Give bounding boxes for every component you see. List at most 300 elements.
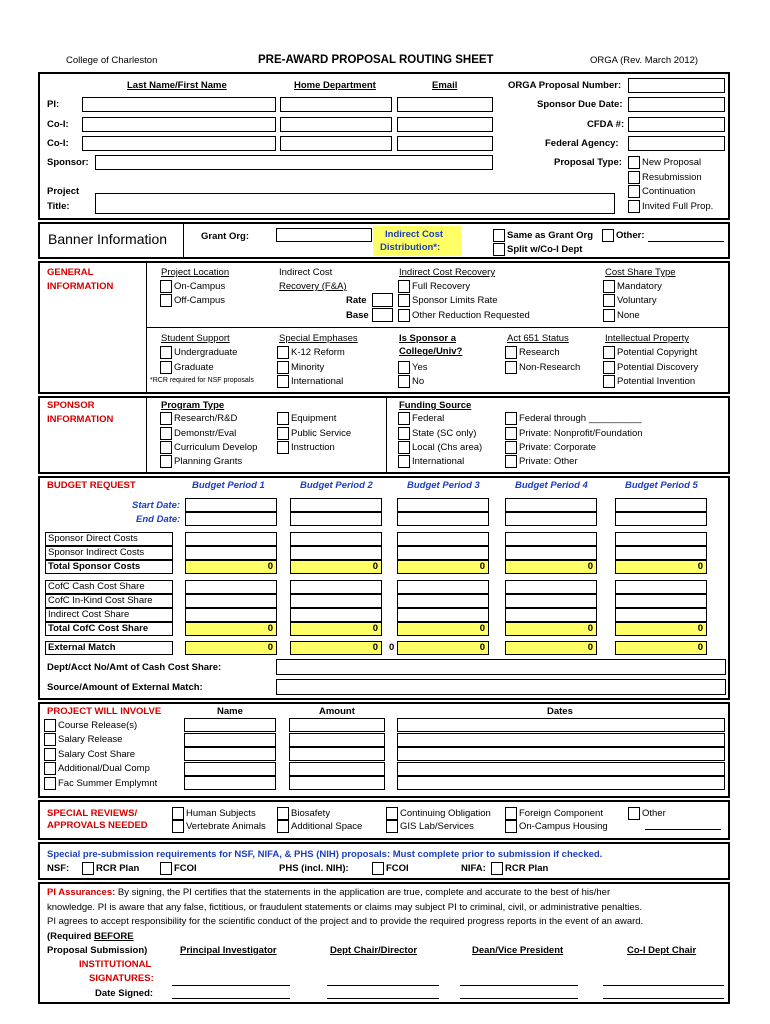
presub-title: Special pre-submission requirements for NSF, NIFA, & PHS (NIH) proposals: Must complete prior to submission if checked. [47,849,603,860]
ss-grad[interactable] [160,360,214,374]
option-label: International [291,375,344,387]
checkbox[interactable] [398,294,410,307]
checkbox[interactable] [160,361,172,374]
nifa-label: NIFA: [461,863,486,874]
sponsor-college-header-2: College/Univ? [399,346,463,357]
checkbox[interactable] [398,455,410,468]
checkbox[interactable] [277,807,289,820]
external-match-value: 0 [615,641,707,655]
involve-dates-field[interactable] [397,718,725,732]
base-field[interactable] [372,308,393,322]
ptype-new[interactable] [628,155,701,169]
total-cofc-value: 0 [615,622,707,636]
involve-amount-field[interactable] [289,776,385,790]
checkbox[interactable] [398,309,410,322]
checkbox[interactable] [82,862,94,875]
total-cofc-value: 0 [185,622,277,636]
checkbox[interactable] [398,361,410,374]
sponsor-direct-label: Sponsor Direct Costs [45,532,173,546]
sponsor-direct-field[interactable] [397,532,489,546]
fund-federal[interactable] [398,411,444,425]
indirect-share-field[interactable] [505,608,597,622]
student-support-header: Student Support [161,333,230,344]
end-date-field[interactable] [185,512,277,526]
budget-label: BUDGET REQUEST [47,480,136,491]
cs-mandatory[interactable] [603,279,662,293]
agency-field[interactable] [628,136,725,151]
option-label: Graduate [174,361,214,373]
agency-label: Federal Agency: [545,138,619,149]
review-human[interactable] [172,806,256,820]
option-label: Other [642,807,666,819]
option-label: Continuing Obligation [400,807,491,819]
checkbox[interactable] [160,412,172,425]
checkbox[interactable] [505,441,517,454]
fund-private-corp[interactable] [505,440,596,454]
cofc-cash-field[interactable] [397,580,489,594]
cs-none[interactable] [603,308,640,322]
option-label: None [617,309,640,321]
cofc-cash-field[interactable] [290,580,382,594]
option-label: Curriculum Develop [174,441,258,453]
ptype-label: New Proposal [642,156,702,168]
involve-name-field[interactable] [184,762,276,776]
involve-amount-field[interactable] [289,747,385,761]
option-label: Split w/Co-I Dept [507,243,583,255]
option-label: Undergraduate [174,346,238,358]
indirect-share-field[interactable] [615,608,707,622]
sponsor-direct-field[interactable] [290,532,382,546]
general-label-2: INFORMATION [47,281,114,292]
checkbox[interactable] [398,280,410,293]
icr-other[interactable] [398,308,530,322]
option-label: Local (Chs area) [412,441,483,453]
checkbox[interactable] [398,375,410,388]
option-label: Private: Corporate [519,441,597,453]
same-as-grant-org[interactable] [493,228,593,242]
checkbox[interactable] [44,719,56,732]
orga-number-field[interactable] [628,78,725,93]
prog-planning[interactable] [160,454,242,468]
option-label: On-Campus [174,280,226,292]
checkbox[interactable] [398,412,410,425]
checkbox[interactable] [160,294,172,307]
se-minority[interactable] [277,360,324,374]
coi2-email-field[interactable] [397,136,493,151]
review-other[interactable] [628,806,666,820]
checkbox[interactable] [505,455,517,468]
end-date-field[interactable] [505,512,597,526]
checkbox[interactable] [603,375,615,388]
total-cofc-label: Total CofC Cost Share [45,622,173,636]
checkbox[interactable] [277,346,289,359]
involve-item[interactable] [44,718,137,732]
source-field[interactable] [276,679,726,695]
cofc-cash-label: CofC Cash Cost Share [45,580,173,594]
required-label [47,931,134,942]
funding-source-header: Funding Source [399,400,472,411]
cfda-label: CFDA #: [587,119,625,130]
checkbox[interactable] [44,762,56,775]
checkbox[interactable] [277,375,289,388]
cs-voluntary[interactable] [603,293,657,307]
ss-undergrad[interactable] [160,345,237,359]
checkbox[interactable] [603,309,615,322]
ptype-resub[interactable] [628,170,702,184]
se-intl[interactable] [277,374,343,388]
indirect-share-field[interactable] [397,608,489,622]
option-label: Human Subjects [186,807,256,819]
sponsor-direct-field[interactable] [185,532,277,546]
prog-instruction[interactable] [277,440,335,454]
pi-name-field[interactable] [82,97,276,112]
fund-state[interactable] [398,426,476,440]
involve-amount-field[interactable] [289,733,385,747]
act-nonresearch[interactable] [505,360,580,374]
option-label: Yes [412,361,428,373]
sp-yes[interactable] [398,360,428,374]
review-continuing[interactable] [386,806,491,820]
option-label: Federal through __________ [519,412,642,424]
option-label: On-Campus Housing [519,820,608,832]
coi2-name-field[interactable] [82,136,276,151]
ip-copyright[interactable] [603,345,697,359]
total-cofc-value: 0 [290,622,382,636]
involve-name-field[interactable] [184,733,276,747]
date-chair-line[interactable] [327,998,439,999]
sponsor-indirect-field[interactable] [615,546,707,560]
start-date-field[interactable] [397,498,489,512]
involve-dates-field[interactable] [397,776,725,790]
checkbox[interactable] [160,441,172,454]
required-text: (Required [47,931,94,942]
checkbox[interactable] [44,748,56,761]
checkbox[interactable] [44,777,56,790]
involve-name-field[interactable] [184,747,276,761]
external-match-extra-zero: 0 [389,642,395,653]
rate-label: Rate [346,295,367,306]
checkbox[interactable] [398,427,410,440]
checkbox[interactable] [160,455,172,468]
checkbox[interactable] [628,185,640,198]
fund-intl[interactable] [398,454,464,468]
nsf-label: NSF: [47,863,70,874]
involve-amount-header: Amount [319,706,355,717]
grant-org-field[interactable] [276,228,372,242]
option-label: Minority [291,361,325,373]
budget-period-header: Budget Period 2 [300,480,373,491]
external-match-label: External Match [45,641,173,655]
option-label: International [412,455,465,467]
location-header: Project Location [161,267,230,278]
ptype-invited[interactable] [628,199,713,213]
option-label: Research/R&D [174,412,238,424]
act-research[interactable] [505,345,560,359]
due-date-field[interactable] [628,97,725,112]
indirect-share-field[interactable] [290,608,382,622]
checkbox[interactable] [628,171,640,184]
option-label: Same as Grant Org [507,229,594,241]
coi1-email-field[interactable] [397,117,493,132]
base-label: Base [346,310,369,321]
option-label: Potential Copyright [617,346,698,358]
col-dept-header: Home Department [294,80,376,91]
on-campus[interactable] [160,279,225,293]
checkbox[interactable] [160,346,172,359]
budget-period-header: Budget Period 4 [515,480,588,491]
checkbox[interactable] [172,820,184,833]
cfda-field[interactable] [628,117,725,132]
option-label: Other: [616,229,645,241]
checkbox[interactable] [493,229,505,242]
end-date-field[interactable] [397,512,489,526]
option-label: Potential Invention [617,375,696,387]
sponsor-indirect-field[interactable] [505,546,597,560]
involve-name-field[interactable] [184,718,276,732]
sponsor-vdivider-2 [386,396,387,474]
coi2-label: Co-I: [47,138,69,149]
dept-acct-label: Dept/Acct No/Amt of Cash Cost Share: [47,662,222,673]
sig-dean-header: Dean/Vice President [472,945,564,956]
involve-item-label: Fac Summer Emplymnt [58,777,158,789]
involve-item-label: Additional/Dual Comp [58,763,150,774]
checkbox[interactable] [277,441,289,454]
start-date-field[interactable] [505,498,597,512]
checkbox[interactable] [505,361,517,374]
checkbox[interactable] [603,346,615,359]
sponsor-indirect-field[interactable] [185,546,277,560]
general-divider [146,327,730,328]
total-sponsor-value: 0 [505,560,597,574]
option-label: Foreign Component [519,807,603,819]
sponsor-direct-field[interactable] [505,532,597,546]
end-date-field[interactable] [290,512,382,526]
checkbox[interactable] [603,361,615,374]
sig-dean-line[interactable] [460,985,578,986]
involve-dates-field[interactable] [397,733,725,747]
fund-fed-through[interactable] [505,411,642,425]
cofc-inkind-field[interactable] [185,594,277,608]
checkbox[interactable] [277,412,289,425]
total-cofc-value: 0 [505,622,597,636]
project-title-field[interactable] [95,193,615,214]
sp-no[interactable] [398,374,424,388]
orga-number-label: ORGA Proposal Number: [508,80,622,91]
fund-private-other[interactable] [505,454,578,468]
option-label: Federal [412,412,445,424]
nsf-fcoi[interactable] [160,861,197,875]
involve-item[interactable] [44,762,150,776]
sig-chair-line[interactable] [327,985,439,986]
banner-title: Banner Information [48,231,168,247]
review-biosafety[interactable] [277,806,330,820]
option-label: FCOI [174,862,197,874]
checkbox[interactable] [505,807,517,820]
end-date-label: End Date: [136,514,181,525]
fund-local[interactable] [398,440,482,454]
checkbox[interactable] [277,361,289,374]
review-animals[interactable] [172,819,266,833]
checkbox[interactable] [44,733,56,746]
option-label: Instruction [291,441,335,453]
option-label: RCR Plan [505,862,549,874]
option-label: Equipment [291,412,337,424]
rate-field[interactable] [372,293,393,307]
checkbox[interactable] [160,280,172,293]
checkbox[interactable] [160,427,172,440]
checkbox[interactable] [628,807,640,820]
checkbox[interactable] [491,862,503,875]
involve-item[interactable] [44,776,157,790]
institutional-label: INSTITUTIONAL [79,959,152,970]
indirect-share-field[interactable] [185,608,277,622]
option-label: Potential Discovery [617,361,699,373]
checkbox[interactable] [505,412,517,425]
prog-research[interactable] [160,411,237,425]
checkbox[interactable] [160,862,172,875]
external-match-value: 0 [185,641,277,655]
checkbox[interactable] [602,229,614,242]
checkbox[interactable] [505,346,517,359]
checkbox[interactable] [628,156,640,169]
icr-full[interactable] [398,279,470,293]
review-foreign[interactable] [505,806,603,820]
pi-dept-field[interactable] [280,97,392,112]
budget-period-header: Budget Period 5 [625,480,698,491]
split-coi-dept[interactable] [493,242,582,256]
option-label: GIS Lab/Services [400,820,474,832]
checkbox[interactable] [603,294,615,307]
cofc-inkind-field[interactable] [615,594,707,608]
reviews-label-1: SPECIAL REVIEWS/ [47,808,138,819]
cofc-inkind-field[interactable] [290,594,382,608]
involve-dates-field[interactable] [397,747,725,761]
option-label: Vertebrate Animals [186,820,266,832]
option-label: Off-Campus [174,294,226,306]
date-dean-line[interactable] [460,998,578,999]
sponsor-indirect-label: Sponsor Indirect Costs [45,546,173,560]
prog-equipment[interactable] [277,411,336,425]
date-coi-line[interactable] [603,998,724,999]
option-label: RCR Plan [96,862,140,874]
involve-name-field[interactable] [184,776,276,790]
sponsor-label: Sponsor: [47,157,89,168]
involve-item[interactable] [44,747,135,761]
prog-demo[interactable] [160,426,236,440]
nsf-rcr[interactable] [82,861,139,875]
involve-dates-field[interactable] [397,762,725,776]
start-date-field[interactable] [615,498,707,512]
special-emphases-header: Special Emphases [279,333,358,344]
review-space[interactable] [277,819,362,833]
coi1-name-field[interactable] [82,117,276,132]
option-label: K-12 Reform [291,346,345,358]
end-date-field[interactable] [615,512,707,526]
checkbox[interactable] [277,820,289,833]
checkbox[interactable] [628,200,640,213]
grant-org-label: Grant Org: [201,231,250,242]
checkbox[interactable] [277,427,289,440]
assurance-lead: PI Assurances: [47,887,116,898]
cofc-inkind-field[interactable] [505,594,597,608]
sponsor-direct-field[interactable] [615,532,707,546]
date-pi-line[interactable] [172,998,290,999]
se-k12[interactable] [277,345,345,359]
sponsor-field[interactable] [95,155,493,170]
involve-dates-header: Dates [547,706,573,717]
option-label: Other Reduction Requested [412,309,530,321]
involve-amount-field[interactable] [289,718,385,732]
signatures-label: SIGNATURES: [89,973,154,984]
checkbox[interactable] [386,807,398,820]
ip-invention[interactable] [603,374,695,388]
ptype-cont[interactable] [628,184,695,198]
checkbox[interactable] [505,820,517,833]
off-campus[interactable] [160,293,225,307]
sponsor-indirect-field[interactable] [397,546,489,560]
involve-amount-field[interactable] [289,762,385,776]
project-label: Project [47,186,80,197]
prog-public[interactable] [277,426,351,440]
review-gis[interactable] [386,819,474,833]
phs-fcoi[interactable] [372,861,409,875]
start-date-field[interactable] [185,498,277,512]
review-housing[interactable] [505,819,608,833]
checkbox[interactable] [172,807,184,820]
icr-limits[interactable] [398,293,498,307]
checkbox[interactable] [386,820,398,833]
sig-pi-header: Principal Investigator [180,945,277,956]
nifa-rcr[interactable] [491,861,548,875]
cofc-inkind-label: CofC In-Kind Cost Share [45,594,173,608]
cofc-cash-field[interactable] [615,580,707,594]
general-label-1: GENERAL [47,267,94,278]
phs-label: PHS (incl. NIH): [279,863,349,874]
other-option[interactable] [602,228,645,242]
coi1-dept-field[interactable] [280,117,392,132]
option-label: Full Recovery [412,280,471,292]
checkbox[interactable] [505,427,517,440]
sig-pi-line[interactable] [172,985,290,986]
assurance-line-1 [47,887,610,898]
due-date-label: Sponsor Due Date: [537,99,623,110]
sig-coi-line[interactable] [603,985,724,986]
idc-dist-label-1: Indirect Cost [385,229,444,240]
cofc-cash-field[interactable] [185,580,277,594]
ip-discovery[interactable] [603,360,698,374]
cofc-inkind-field[interactable] [397,594,489,608]
prog-curriculum[interactable] [160,440,257,454]
checkbox[interactable] [603,280,615,293]
sponsor-college-header-1: Is Sponsor a [399,333,457,344]
option-label: Voluntary [617,294,657,306]
ptype-label: Continuation [642,185,696,197]
involve-item[interactable] [44,733,122,747]
coi2-dept-field[interactable] [280,136,392,151]
fund-private-nonprofit[interactable] [505,426,643,440]
start-date-field[interactable] [290,498,382,512]
total-sponsor-value: 0 [185,560,277,574]
sponsor-indirect-field[interactable] [290,546,382,560]
dept-acct-field[interactable] [276,659,726,675]
checkbox[interactable] [372,862,384,875]
cofc-cash-field[interactable] [505,580,597,594]
checkbox[interactable] [493,243,505,256]
assurance-line-3: PI agrees to accept responsibility for the scientific conduct of the project and to provide the required progress reports in the event of an award. [47,916,644,927]
external-match-value: 0 [290,641,382,655]
pi-email-field[interactable] [397,97,493,112]
checkbox[interactable] [398,441,410,454]
